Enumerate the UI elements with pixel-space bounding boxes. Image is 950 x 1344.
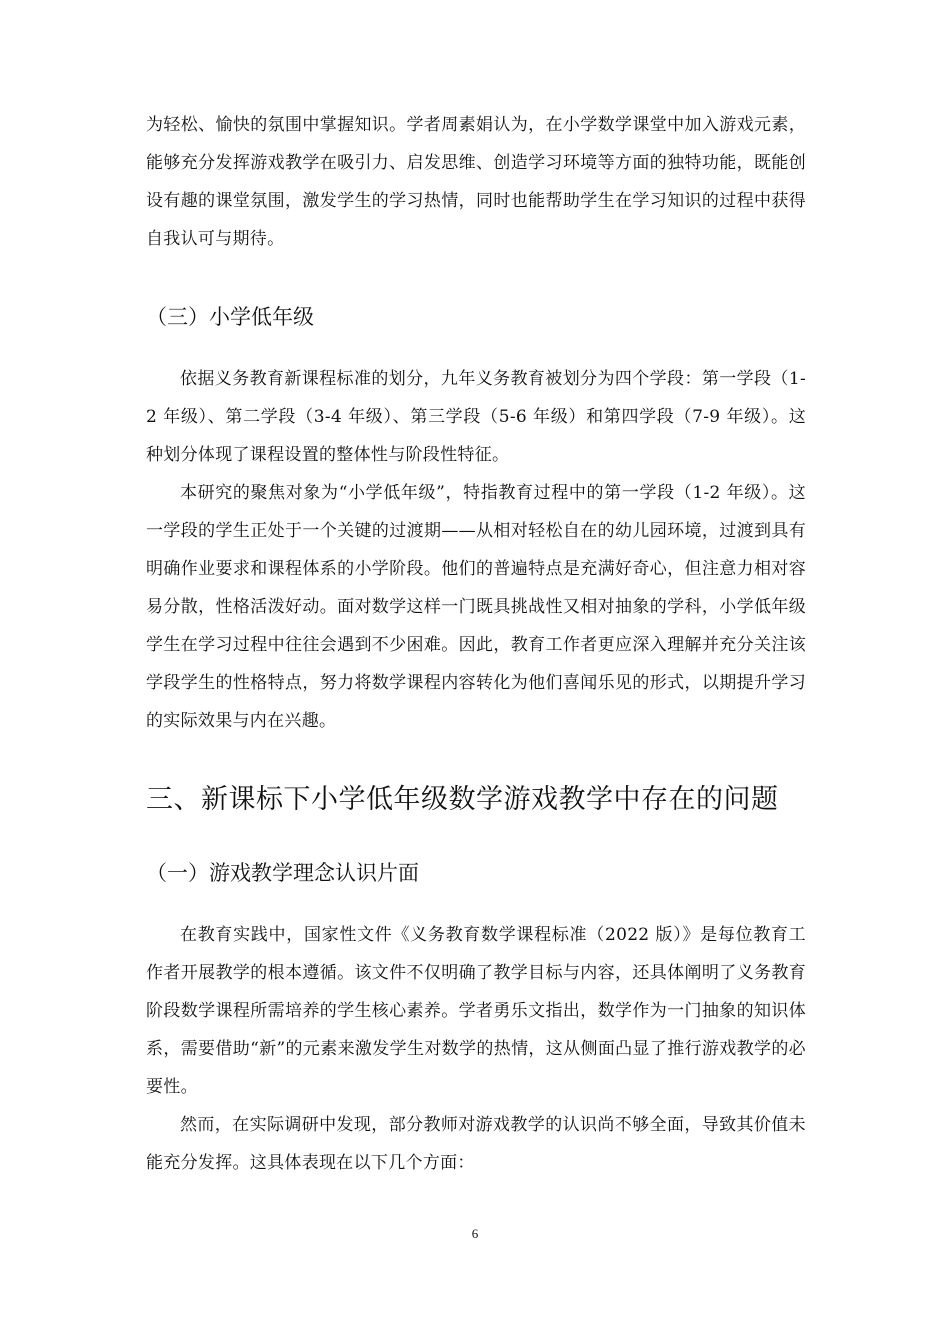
body-paragraph: 然而，在实际调研中发现，部分教师对游戏教学的认识尚不够全面，导致其价值未能充分发挥。这具体表现在以下几个方面：: [146, 1115, 806, 1173]
body-paragraph: 为轻松、愉快的氛围中掌握知识。学者周素娟认为，在小学数学课堂中加入游戏元素，能够充分发挥游戏教学在吸引力、启发思维、创造学习环境等方面的独特功能，既能创设有趣的课堂氛围，激发学生的学习热情，同时也能帮助学生在学习知识的过程中获得自我认可与期待。: [146, 115, 806, 249]
page-number: 6: [471, 1226, 479, 1241]
page-content: [146, 106, 806, 1182]
body-paragraph: 在教育实践中，国家性文件《义务教育数学课程标准（2022 版）》是每位教育工作者开展教学的根本遵循。该文件不仅明确了教学目标与内容，还具体阐明了义务教育阶段数学课程所需培养的学生核心素养。学者勇乐文指出，数学作为一门抽象的知识体系，需要借助“新”的元素来激发学生对数学的热情，这从侧面凸显了推行游戏教学的必要性。: [146, 925, 806, 1097]
body-paragraph: 依据义务教育新课程标准的划分，九年义务教育被划分为四个学段：第一学段（1-2 年级）、第二学段（3-4 年级）、第三学段（5-6 年级）和第四学段（7-9 年级）。这种划分体现了课程设置的整体性与阶段性特征。: [146, 369, 806, 465]
section-heading: （一）游戏教学理念认识片面: [146, 861, 419, 885]
section-heading: （三）小学低年级: [146, 305, 314, 329]
body-paragraph: 本研究的聚焦对象为“小学低年级”，特指教育过程中的第一学段（1-2 年级）。这一学段的学生正处于一个关键的过渡期——从相对轻松自在的幼儿园环境，过渡到具有明确作业要求和课程体系的小学阶段。他们的普遍特点是充满好奇心，但注意力相对容易分散，性格活泼好动。面对数学这样一门既具挑战性又相对抽象的学科，小学低年级学生在学习过程中往往会遇到不少困难。因此，教育工作者更应深入理解并充分关注该学段学生的性格特点，努力将数学课程内容转化为他们喜闻乐见的形式，以期提升学习的实际效果与内在兴趣。: [146, 483, 806, 731]
chapter-heading: 三、新课标下小学低年级数学游戏教学中存在的问题: [146, 784, 779, 815]
